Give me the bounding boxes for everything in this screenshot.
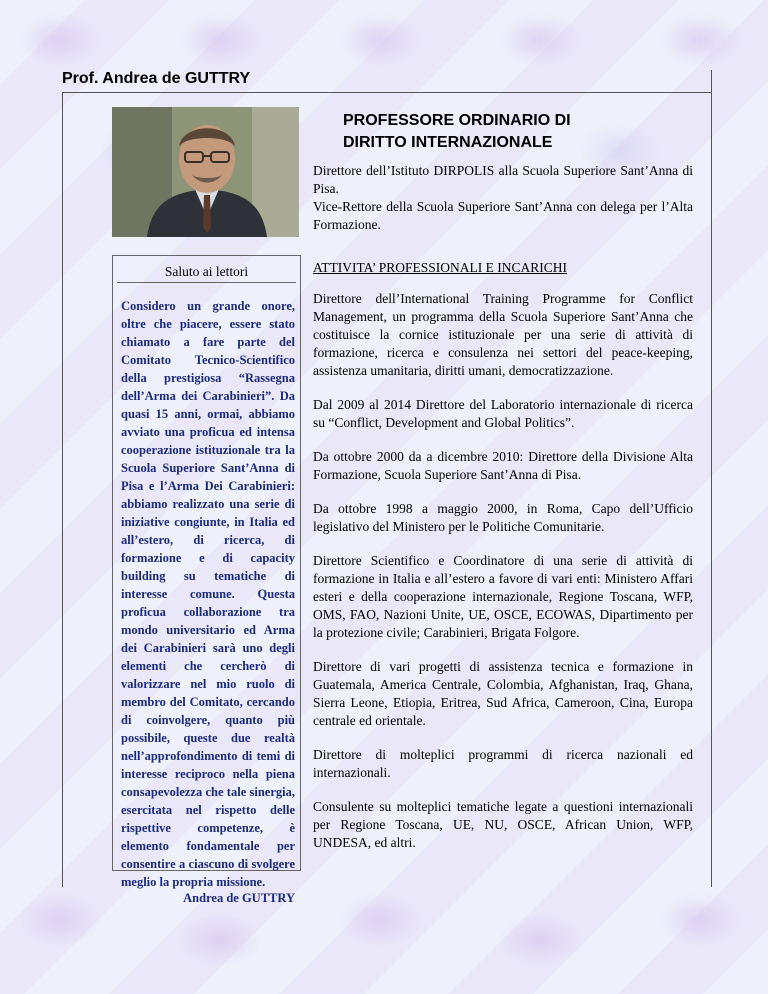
main-heading: [343, 110, 673, 154]
activity-entry: Da ottobre 1998 a maggio 2000, in Roma, Capo dell’Ufficio legislativo del Ministero per le Politiche Comunitarie.: [313, 501, 693, 534]
activity-entry: Direttore di vari progetti di assistenza tecnica e formazione in Guatemala, America Centrale, Colombia, Afghanistan, Iraq, Ghana, Sierra Leone, Etiopia, Eritrea, Sud Africa, Cameroon, Cina, Europa centrale ed orientale.: [313, 659, 693, 728]
frame-top-rule: [62, 92, 712, 93]
sidebar-title: Saluto ai lettori: [117, 264, 296, 283]
sidebar-signature: Andrea de GUTTRY: [183, 891, 295, 905]
intro-block: [313, 162, 693, 234]
activity-entry: Da ottobre 2000 da a dicembre 2010: Direttore della Divisione Alta Formazione, Scuola Superiore Sant’Anna di Pisa.: [313, 449, 693, 482]
activity-entry: Direttore dell’International Training Programme for Conflict Management, un programma della Scuola Superiore Sant’Anna che costituisce la cornice istituzionale per una serie di attività di formazione, ricerca e consulenza nei settori del peace-keeping, assistenza umanitaria, diritti umani, democratizzazione.: [313, 291, 693, 378]
activities-list: [313, 290, 693, 868]
main-heading-line-1: PROFESSORE ORDINARIO DI: [343, 112, 571, 129]
intro-paragraph: Direttore dell’Istituto DIRPOLIS alla Scuola Superiore Sant’Anna di Pisa.: [313, 163, 693, 196]
intro-paragraph: Vice-Rettore della Scuola Superiore Sant’Anna con delega per l’Alta Formazione.: [313, 199, 693, 232]
page-title: Prof. Andrea de GUTTRY: [62, 70, 251, 87]
activity-entry: Direttore di molteplici programmi di ricerca nazionali ed internazionali.: [313, 747, 693, 780]
main-heading-line-2: DIRITTO INTERNAZIONALE: [343, 134, 553, 151]
section-title: ATTIVITA’ PROFESSIONALI E INCARICHI: [313, 260, 568, 275]
sidebar-body: Considero un grande onore, oltre che piacere, essere stato chiamato a fare parte del Comitato Tecnico-Scientifico della prestigiosa “Rassegna dell’Arma dei Carabinieri”. Da quasi 15 anni, ormai, abbiamo avviato una proficua ed intensa cooperazione istituzionale tra la Scuola Superiore Sant’Anna di Pisa e l’Arma Dei Carabinieri: abbiamo realizzato una serie di iniziative congiunte, in Italia ed all’estero, di ricerca, di formazione e di capacity building su tematiche di interesse comune. Questa proficua collaborazione tra mondo universitario ed Arma dei Carabinieri sarà uno degli elementi che cercherò di valorizzare nel mio ruolo di membro del Comitato, cercando di coinvolgere, quanto più possibile, queste due realtà nell’approfondimento di temi di interesse reciproco nella piena consapevolezza che tale sinergia, esercitata nel rispetto delle rispettive competenze, è elemento fondamentale per consentire a ciascuno di svolgere meglio la propria missione.: [121, 299, 295, 889]
activity-entry: Consulente su molteplici tematiche legate a questioni internazionali per Regione Toscana, UE, NU, OSCE, African Union, WFP, UNDESA, ed altri.: [313, 799, 693, 850]
portrait-photo: [112, 107, 299, 237]
activity-entry: Direttore Scientifico e Coordinatore di una serie di attività di formazione in Italia e all’estero a favore di vari enti: Ministero Affari esteri e della cooperazione internazionale, Regione Toscana, WFP, OMS, FAO, Nazioni Unite, UE, OSCE, ECOWAS, Dipartimento per la protezione civile; Carabinieri, Brigata Folgore.: [313, 553, 693, 640]
greeting-sidebar: [112, 255, 301, 905]
activity-entry: Dal 2009 al 2014 Direttore del Laboratorio internazionale di ricerca su “Conflict, Development and Global Politics”.: [313, 397, 693, 430]
frame-right-rule: [711, 70, 712, 887]
frame-left-rule: [62, 92, 63, 887]
